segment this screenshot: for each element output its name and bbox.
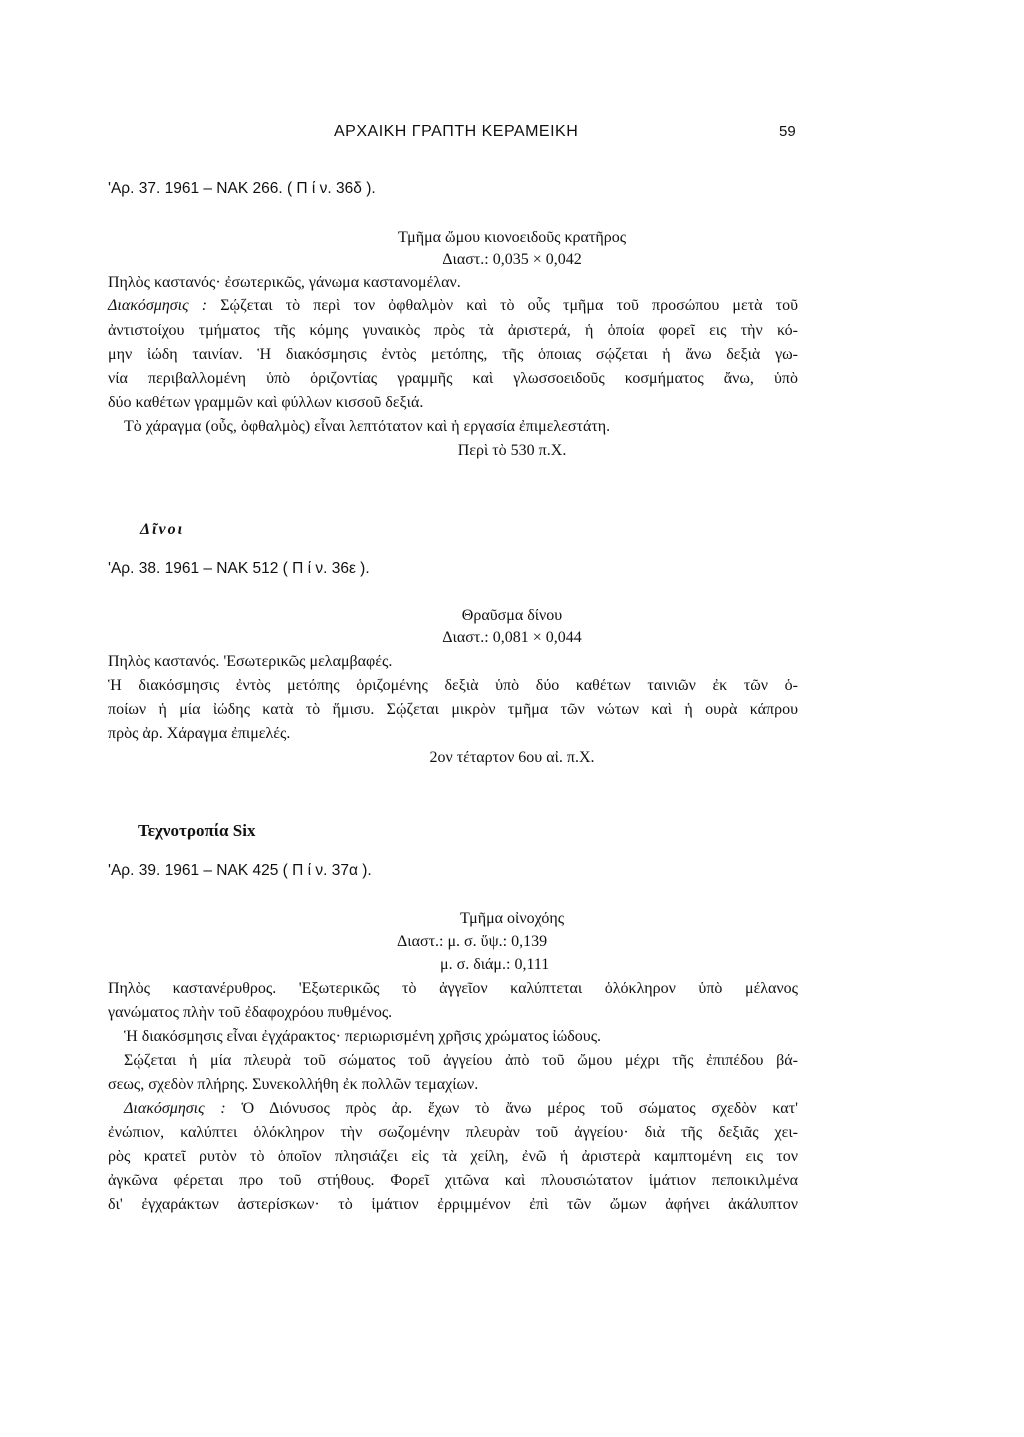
- clay-description-38: Πηλὸς καστανός. 'Εσωτερικῶς μελαμβαφές.: [108, 653, 393, 670]
- body-line: μην ἰώδη ταινίαν. Ἡ διακόσμησις ἐντὸς μετόπης, τῆς ὁποιας σῴζεται ἡ ἄνω δεξιὰ γω-: [108, 346, 798, 363]
- section-heading-dinoi: Δῖνοι: [140, 521, 185, 538]
- decoration-line: Διακόσμησις : Σῴζεται τὸ περὶ τον ὀφθαλμὸν καὶ τὸ οὖς τμῆμα τοῦ προσώπου μετὰ τοῦ: [108, 297, 799, 314]
- body-line: νία περιβαλλομένη ὑπὸ ὁριζοντίας γραμμῆς καὶ γλωσσοειδοῦς κοσμήματος ἄνω, ὑπὸ: [108, 370, 798, 387]
- body-line: πρὸς ἀρ. Χάραγμα ἐπιμελές.: [108, 725, 291, 742]
- body-line: δύο καθέτων γραμμῶν καὶ φύλλων κισσοῦ δεξιά.: [108, 394, 424, 411]
- object-title-39: Τμῆμα οἰνοχόης: [459, 910, 565, 927]
- decoration-label: Διακόσμησις :: [124, 1100, 226, 1117]
- catalog-entry-37: 'Αρ. 37. 1961 – ΝΑΚ 266. ( Π ί ν. 36δ ).: [108, 180, 376, 197]
- running-header: ΑΡΧΑΙΚΗ ΓΡΑΠΤΗ ΚΕΡΑΜΕΙΚΗ: [334, 123, 579, 140]
- date-38: 2ον τέταρτον 6ου αἰ. π.Χ.: [429, 749, 595, 766]
- decoration-line: Διακόσμησις : Ὁ Διόνυσος πρὸς ἀρ. ἔχων τὸ ἄνω μέρος τοῦ σώματος σχεδὸν κατ': [124, 1100, 799, 1117]
- object-title-37: Τμῆμα ὤμου κιονοειδοῦς κρατῆρος: [397, 229, 627, 246]
- dimensions-37: Διαστ.: 0,035 × 0,042: [442, 251, 582, 268]
- body-line: Σῴζεται ἡ μία πλευρὰ τοῦ σώματος τοῦ ἀγγείου ἀπὸ τοῦ ὤμου μέχρι τῆς ἐπιπέδου βά-: [124, 1052, 798, 1069]
- body-line: ἐνώπιον, καλύπτει ὁλόκληρον τὴν σωζομένην πλευρὰν τοῦ ἀγγείου· διὰ τῆς δεξιᾶς χει-: [108, 1124, 798, 1141]
- decoration-label: Διακόσμησις :: [108, 297, 208, 314]
- body-line: Ἡ διακόσμησις εἶναι ἐγχάρακτος· περιωρισμένη χρῆσις χρώματος ἰώδους.: [124, 1028, 602, 1045]
- dimensions-38: Διαστ.: 0,081 × 0,044: [442, 629, 582, 646]
- body-line: ποίων ἡ μία ἰώδης κατὰ τὸ ἥμισυ. Σῴζεται μικρὸν τμῆμα τῶν νώτων καὶ ἡ ουρὰ κάπρου: [108, 701, 798, 718]
- body-line: γανώματος πλὴν τοῦ ἐδαφοχρόου πυθμένος.: [108, 1004, 393, 1021]
- body-line: δι' ἐγχαράκτων ἀστερίσκων· τὸ ἱμάτιον ἐρριμμένον ἐπὶ τῶν ὤμων ἀφήνει ἀκάλυπτον: [108, 1196, 798, 1213]
- clay-description-37: Πηλὸς καστανός· ἐσωτερικῶς, γάνωμα καστανομέλαν.: [108, 274, 461, 291]
- section-heading-six: Τεχνοτροπία Six: [138, 821, 256, 840]
- dimensions-39-diameter: μ. σ. διάμ.: 0,111: [440, 956, 550, 973]
- body-line: ἀντιστοίχου τμήματος τῆς κόμης γυναικὸς πρὸς τὰ ἀριστερά, ἡ ὁποία φορεῖ εις τὴν κό-: [108, 322, 798, 339]
- body-line: Πηλὸς καστανέρυθρος. 'Εξωτερικῶς τὸ ἀγγεῖον καλύπτεται ὁλόκληρον ὑπὸ μέλανος: [108, 980, 798, 997]
- dimensions-39-height: Διαστ.: μ. σ. ὕψ.: 0,139: [397, 933, 548, 950]
- object-title-38: Θραῦσμα δίνου: [461, 607, 563, 624]
- body-line: ἀγκῶνα φέρεται προ τοῦ στήθους. Φορεῖ χιτῶνα καὶ πλουσιώτατον ἱμάτιον πεποικιλμένα: [108, 1172, 798, 1189]
- body-line: σεως, σχεδὸν πλήρης. Συνεκολλήθη ἐκ πολλῶν τεμαχίων.: [108, 1076, 479, 1093]
- page-number: 59: [779, 123, 796, 140]
- catalog-entry-39: 'Αρ. 39. 1961 – ΝΑΚ 425 ( Π ί ν. 37α ).: [108, 862, 372, 879]
- body-line: Ἡ διακόσμησις ἐντὸς μετόπης ὁριζομένης δεξιὰ ὑπὸ δύο καθέτων ταινιῶν ἐκ τῶν ὁ-: [108, 677, 798, 694]
- catalog-entry-38: 'Αρ. 38. 1961 – ΝΑΚ 512 ( Π ί ν. 36ε ).: [108, 560, 370, 577]
- body-line: ρὸς κρατεῖ ρυτὸν τὸ ὁποῖον πλησιάζει εἰς τὰ χείλη, ἐνῶ ἡ ἀριστερὰ καμπτομένη εις τον: [108, 1148, 798, 1165]
- body-line: Τὸ χάραγμα (οὖς, ὀφθαλμὸς) εἶναι λεπτότατον καὶ ἡ εργασία ἐπιμελεστάτη.: [124, 418, 611, 435]
- date-37: Περὶ τὸ 530 π.Χ.: [457, 442, 567, 459]
